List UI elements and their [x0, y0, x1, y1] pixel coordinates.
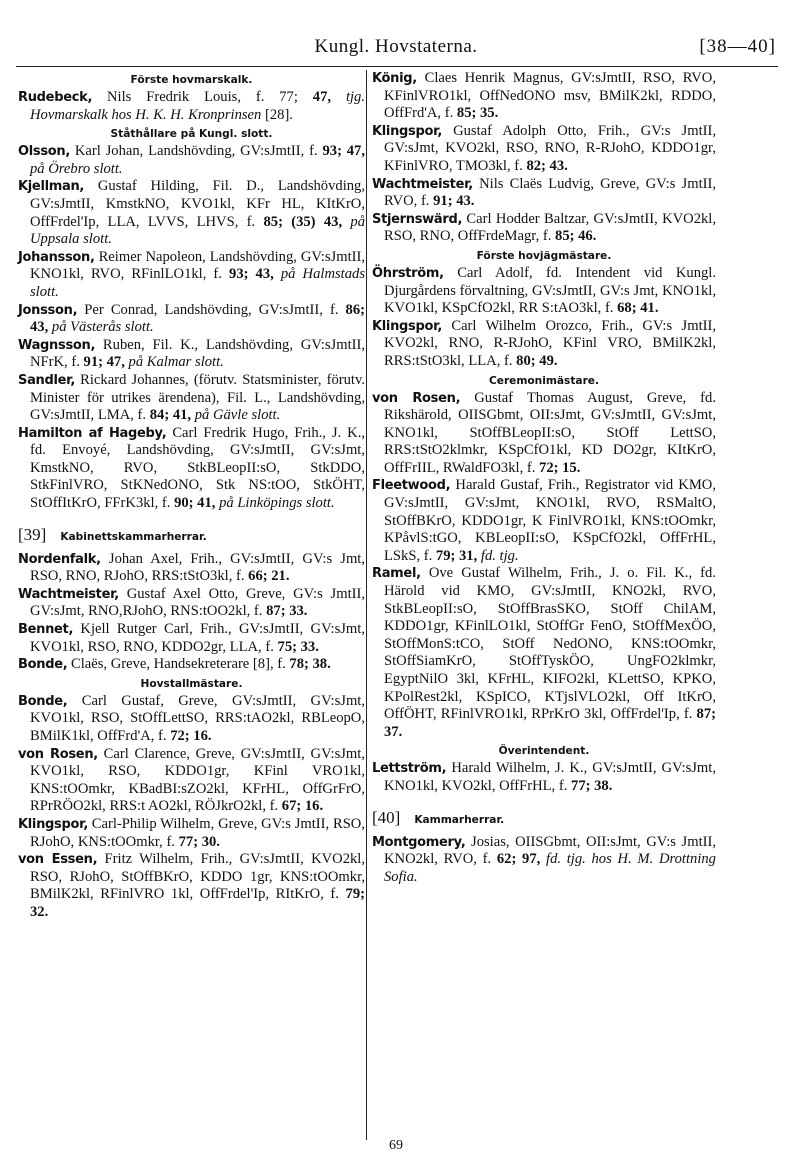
entry-rudebeck: Rudebeck, Nils Fredrik Louis, f. 77; 47, tjg. Hovmarskalk hos H. K. H. Kronprinsen [28].	[18, 89, 365, 123]
entry-stjernsward: Stjernswärd, Carl Hodder Baltzar, GV:sJmtII, KVO2kl, RSO, RNO, OffFrdeMagr, f. 85; 46.	[372, 210, 716, 245]
entry-johansson: Johansson, Reimer Napoleon, Landshövding, GV:sJmtII, KNO1kl, RVO, RFinlLO1kl, f. 93; 43, på Halmstads slott.	[18, 248, 365, 300]
entry-ohrstrom: Öhrström, Carl Adolf, fd. Intendent vid Kungl. Djurgårdens förvaltning, GV:sJmtII, GV:s Jmt, KNO1kl, KVO1kl, KSpCfO2kl, RR S:tAO3kl, f. 68; 41.	[372, 264, 716, 317]
entry-klingspor-carl-wilhelm: Klingspor, Carl Wilhelm Orozco, Frih., GV:s JmtII, KVO2kl, RNO, R-RJohO, KFinl VRO, BMilK2kl, RRS:tStO3kl, LLA, f. 80; 49.	[372, 317, 716, 369]
entry-kjellman: Kjellman, Gustaf Hilding, Fil. D., Landshövding, GV:sJmtII, KmstkNO, KVO1kl, KFr HL, KItKrO, OffFrdel'Ip, LLA, LVVS, LHVS, f. 85; (35) 43, på Uppsala slott.	[18, 178, 365, 248]
section-heading: [39] Kabinettskammarherrar.	[18, 524, 207, 544]
entry-bonde-claes: Bonde, Claës, Greve, Handsekreterare [8], f. 78; 38.	[18, 656, 331, 673]
section-heading: Förste hovmarskalk.	[130, 74, 253, 86]
running-title: Kungl. Hovstaterna.	[314, 36, 478, 57]
section-number: [40]	[372, 807, 401, 827]
section-heading: Ceremonimästare.	[489, 374, 599, 387]
page-number: 69	[389, 1138, 403, 1153]
entry-klingspor-gustaf: Klingspor, Gustaf Adolph Otto, Frih., GV:s JmtII, GV:sJmt, KVO2kl, RSO, RNO, R-RJohO, KDDO1gr, KFinlVRO, TMO3kl, f. 82; 43.	[372, 122, 716, 174]
right-column	[372, 70, 716, 886]
entry-olsson: Olsson, Karl Johan, Landshövding, GV:sJmtII, f. 93; 47, på Örebro slott.	[18, 143, 365, 177]
section-heading: Hovstallmästare.	[140, 677, 243, 690]
header-rule	[16, 66, 778, 67]
section-heading: [40] Kammarherrar.	[372, 807, 505, 827]
section-heading: Överintendent.	[498, 745, 590, 758]
left-column	[18, 70, 365, 922]
entry-von-rosen-carl: von Rosen, Carl Clarence, Greve, GV:sJmtII, GV:sJmt, KVO1kl, RSO, KDDO1gr, KFinl VRO1kl, KNS:tOOmkr, KBadBI:sZO2kl, KFrHL, OffGrFrO, RPrRÖO2kl, RRS:t AO2kl, RÖJkrO2kl, f. 67; 16.	[18, 745, 365, 815]
entry-wagnsson: Wagnsson, Ruben, Fil. K., Landshövding, GV:sJmtII, NFrK, f. 91; 47, på Kalmar slott.	[18, 336, 365, 371]
entry-von-essen: von Essen, Fritz Wilhelm, Frih., GV:sJmtII, KVO2kl, RSO, RJohO, StOffBKrO, KDDO 1gr, KNS:tOOmkr, BMilK2kl, RFinlVRO 1kl, OffFrdel'Ip, RItKrO, f. 79; 32.	[18, 851, 365, 920]
entry-nordenfalk: Nordenfalk, Johan Axel, Frih., GV:sJmtII, GV:s Jmt, RSO, RNO, RJohO, RRS:tStO3kl, f. 66; 21.	[18, 550, 365, 585]
entry-ramel: Ramel, Ove Gustaf Wilhelm, Frih., J. o. Fil. K., fd. Härold vid KMO, GV:sJmtII, KNO2kl, RVO, StkBLeopII:sO, StOffBrasSKO, StOff ChilAM, KDDO1gr, KFinlLO1kl, StOffGr FenO, StOffMexÖO, StOffMonS:tCO, StOff NedONO, KNS:tOOmkr, StOffSiamKrO, StOffTyskÖO, UngFO2klmkr, EgyptNilO 3kl, KFrHL, KIFO2kl, KLettSO, KPKO, KPolRest2kl, KSpICO, KTjslVLO2kl, Off ItKrO, OffÖHT, RFinlVRO1kl, RPrKrO 3kl, OffFrdel'Ip, f. 87; 37.	[372, 565, 716, 740]
entry-fleetwood: Fleetwood, Harald Gustaf, Frih., Registrator vid KMO, GV:sJmtII, GV:sJmt, KNO1kl, RVO, RSMaltO, StOffBKrO, KDDO1gr, K FinlVRO1kl, KNS:tOOmkr, KPåvlS:tGO, KBLeopII:sO, KSpCfO2kl, OffFrHL, LSkS, f. 79; 31, fd. tjg.	[372, 477, 716, 564]
section-range: [38—40]	[699, 36, 776, 57]
entry-lettstrom: Lettström, Harald Wilhelm, J. K., GV:sJmtII, GV:sJmt, KNO1kl, KVO2kl, OffFrHL, f. 77; 38.	[372, 760, 716, 794]
section-heading: Förste hovjägmästare.	[476, 249, 612, 262]
entry-hamilton: Hamilton af Hageby, Carl Fredrik Hugo, Frih., J. K., fd. Envoyé, Landshövding, GV:sJmtII, GV:sJmt, KmstkNO, RVO, StkBLeopII:sO, StkDDO, StkFinlVRO, StKNedONO, Stk NS:tOO, StkÖHT, StOffItKrO, FFrK3kl, f. 90; 41, på Linköpings slott.	[18, 424, 365, 512]
entry-konig: König, Claes Henrik Magnus, GV:sJmtII, RSO, RVO, KFinlVRO1kl, OffNedONO msv, BMilK2kl, RDDO, OffFrd'A, f. 85; 35.	[372, 70, 716, 122]
entry-klingspor-carl-philip: Klingspor, Carl-Philip Wilhelm, Greve, GV:s JmtII, RSO, RJohO, KNS:tOOmkr, f. 77; 30.	[18, 815, 365, 850]
column-divider	[366, 70, 367, 1140]
section-heading: Ståthållare på Kungl. slott.	[110, 128, 273, 141]
entry-wachtmeister: Wachtmeister, Gustaf Axel Otto, Greve, GV:s JmtII, GV:sJmt, RNO,RJohO, RNS:tOO2kl, f. 87; 33.	[18, 585, 365, 620]
entry-bennet: Bennet, Kjell Rutger Carl, Frih., GV:sJmtII, GV:sJmt, KVO1kl, RSO, RNO, KDDO2gr, LLA, f. 75; 33.	[18, 621, 365, 655]
section-number: [39]	[18, 524, 47, 544]
entry-von-rosen-gustaf: von Rosen, Gustaf Thomas August, Greve, fd. Rikshärold, OIISGbmt, OII:sJmt, GV:sJmtII, GV:sJmt, KNO1kl, StOffBLeopII:sO, StOff LettSO, RRS:tStO2klmkr, KSpCfO1kl, KD DO2gr, KItKrO, OffFrIIL, RWaldFO3kl, f. 72; 15.	[372, 389, 716, 476]
entry-bonde-carl: Bonde, Carl Gustaf, Greve, GV:sJmtII, GV:sJmt, KVO1kl, RSO, StOffLettSO, RRS:tAO2kl, RBLeopO, BMilK1kl, OffFrd'A, f. 72; 16.	[18, 692, 365, 744]
entry-jonsson: Jonsson, Per Conrad, Landshövding, GV:sJmtII, f. 86; 43, på Västerås slott.	[18, 301, 365, 336]
entry-montgomery: Montgomery, Josias, OIISGbmt, OII:sJmt, GV:s JmtII, KNO2kl, RVO, f. 62; 97, fd. tjg. hos H. M. Drottning Sofia.	[372, 833, 716, 885]
entry-wachtmeister-nils: Wachtmeister, Nils Claës Ludvig, Greve, GV:s JmtII, RVO, f. 91; 43.	[372, 175, 716, 210]
page-header	[16, 36, 776, 66]
entry-sandler: Sandler, Rickard Johannes, (förutv. Statsminister, förutv. Minister för utrikes ärendena), Fil. L., Landshövding, GV:sJmtII, LMA, f. 84; 41, på Gävle slott.	[18, 371, 365, 424]
